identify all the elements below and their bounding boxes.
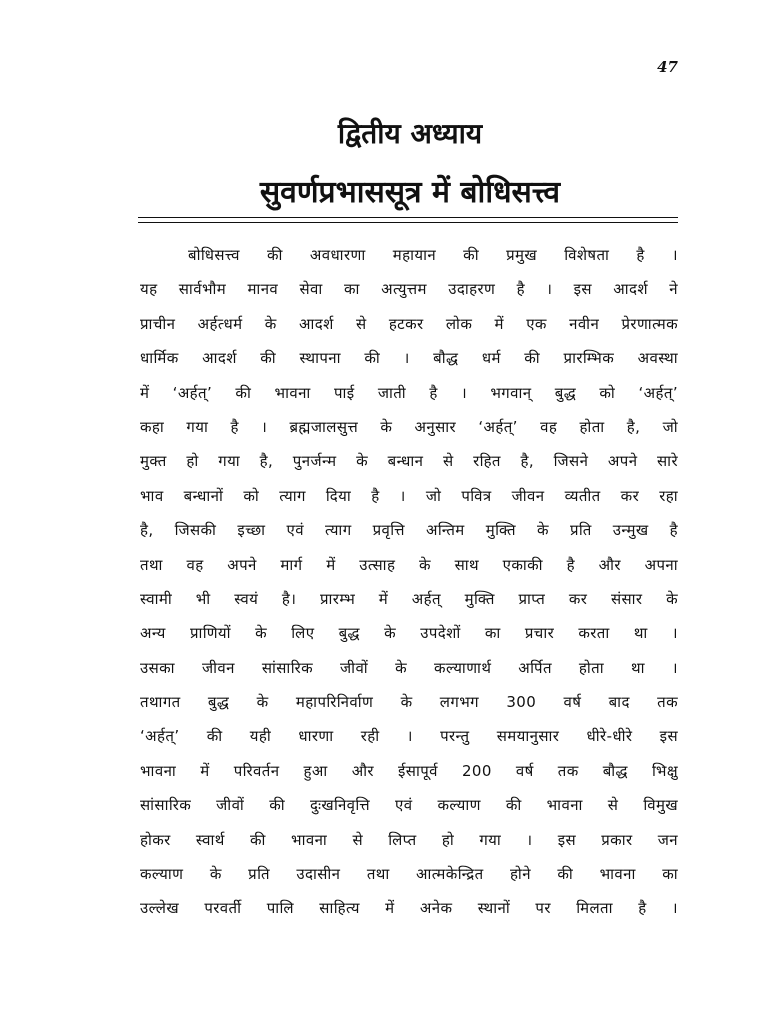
- text-line: बोधिसत्त्व की अवधारणा महायान की प्रमुख विशेषता है ।: [188, 246, 678, 264]
- text-line: उसका जीवन सांसारिक जीवों के कल्याणार्थ अर्पित होता था ।: [140, 658, 678, 677]
- chapter-title: सुवर्णप्रभाससूत्र में बोधिसत्त्व: [259, 175, 561, 210]
- text-line: स्वामी भी स्वयं है। प्रारम्भ में अर्हत् मुक्ति प्राप्त कर संसार के: [140, 589, 678, 608]
- title-divider-top: [138, 217, 678, 218]
- text-line: अन्य प्राणियों के लिए बुद्ध के उपदेशों का प्रचार करता था ।: [140, 624, 678, 643]
- text-line: कहा गया है । ब्रह्मजालसुत्त के अनुसार ‘अर्हत्’ वह होता है, जो: [140, 417, 678, 436]
- text-line: कल्याण के प्रति उदासीन तथा आत्मकेन्द्रित होने की भावना का: [140, 865, 678, 884]
- text-line: उल्लेख परवर्ती पालि साहित्य में अनेक स्थानों पर मिलता है ।: [140, 899, 678, 918]
- text-line: यह सार्वभौम मानव सेवा का अत्युत्तम उदाहरण है । इस आदर्श ने: [140, 280, 678, 299]
- text-line: होकर स्वार्थ की भावना से लिप्त हो गया । इस प्रकार जन: [140, 830, 678, 849]
- chapter-label: द्वितीय अध्याय: [337, 117, 483, 150]
- text-line: तथागत बुद्ध के महापरिनिर्वाण के लगभग 300 वर्ष बाद तक: [140, 693, 678, 712]
- text-line: सांसारिक जीवों की दुःखनिवृत्ति एवं कल्याण की भावना से विमुख: [140, 796, 678, 815]
- body-paragraph: [140, 238, 678, 926]
- text-line: ‘अर्हत्’ की यही धारणा रही । परन्तु समयानुसार धीरे-धीरे इस: [140, 727, 678, 746]
- page-number: 47: [657, 58, 678, 76]
- text-line: भावना में परिवर्तन हुआ और ईसापूर्व 200 वर्ष तक बौद्ध भिक्षु: [140, 761, 678, 780]
- text-line: है, जिसकी इच्छा एवं त्याग प्रवृत्ति अन्तिम मुक्ति के प्रति उन्मुख है: [140, 521, 678, 540]
- text-line: में ‘अर्हत्’ की भावना पाई जाती है । भगवान् बुद्ध को ‘अर्हत्’: [140, 383, 678, 402]
- text-line: मुक्त हो गया है, पुनर्जन्म के बन्धान से रहित है, जिसने अपने सारे: [140, 452, 678, 471]
- text-line: धार्मिक आदर्श की स्थापना की । बौद्ध धर्म की प्रारम्भिक अवस्था: [140, 349, 678, 368]
- text-line: तथा वह अपने मार्ग में उत्साह के साथ एकाकी है और अपना: [140, 555, 678, 574]
- text-line: भाव बन्धानों को त्याग दिया है । जो पवित्र जीवन व्यतीत कर रहा: [140, 486, 678, 505]
- title-divider-bottom: [138, 222, 678, 223]
- text-line: प्राचीन अर्हत्धर्म के आदर्श से हटकर लोक में एक नवीन प्रेरणात्मक: [140, 314, 678, 333]
